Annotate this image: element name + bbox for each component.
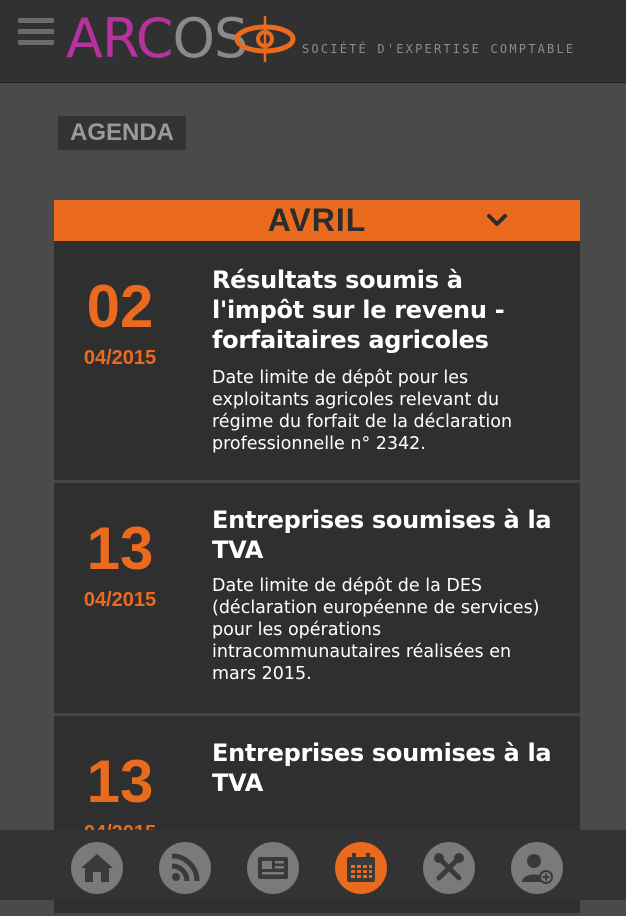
rss-icon (167, 850, 203, 886)
calendar-icon (343, 850, 379, 886)
nav-rss-button[interactable] (159, 842, 211, 894)
nav-tools-button[interactable] (423, 842, 475, 894)
chevron-down-icon[interactable] (486, 211, 508, 229)
nav-account-button[interactable] (511, 842, 563, 894)
event-description: Date limite de dépôt pour les exploitants agricoles relevant du régime du forfait de la déclaration professionnelle n° 2342. (212, 368, 513, 454)
event-day: 13 (86, 748, 154, 815)
event-title: Résultats soumis à l'impôt sur le revenu - forfaitaires agricoles (212, 266, 505, 354)
logo-part-1: ARC (66, 7, 173, 70)
nav-agenda-button[interactable] (335, 842, 387, 894)
month-selector[interactable] (54, 200, 580, 241)
event-description: Date limite de dépôt de la DES (déclaration européenne de services) pour les opérations intracommunautaires réalisées en mars 2015. (212, 576, 540, 684)
home-icon (79, 850, 115, 886)
month-label: AVRIL (267, 202, 367, 238)
add-user-icon (519, 850, 555, 886)
page-title: AGENDA (58, 116, 186, 150)
event-card[interactable] (54, 483, 580, 716)
event-title: Entreprises soumises à la TVA (212, 739, 552, 797)
event-list[interactable] (54, 241, 580, 815)
newspaper-icon (255, 850, 291, 886)
event-title: Entreprises soumises à la TVA (212, 506, 552, 564)
nav-news-button[interactable] (247, 842, 299, 894)
nav-home-button[interactable] (71, 842, 123, 894)
tools-icon (431, 850, 467, 886)
bottom-nav (0, 830, 626, 900)
event-month-year: 04/2015 (83, 347, 157, 369)
logo-part-2: OS (172, 7, 248, 70)
top-bar (0, 0, 626, 83)
logo (66, 0, 247, 78)
tagline: SOCIÉTÉ D'EXPERTISE COMPTABLE (302, 42, 576, 56)
menu-icon[interactable] (18, 18, 54, 46)
event-day: 13 (86, 515, 154, 582)
event-month-year: 04/2015 (83, 589, 157, 611)
event-day: 02 (86, 273, 154, 340)
eye-logo-icon (232, 14, 298, 64)
event-card[interactable] (54, 241, 580, 483)
